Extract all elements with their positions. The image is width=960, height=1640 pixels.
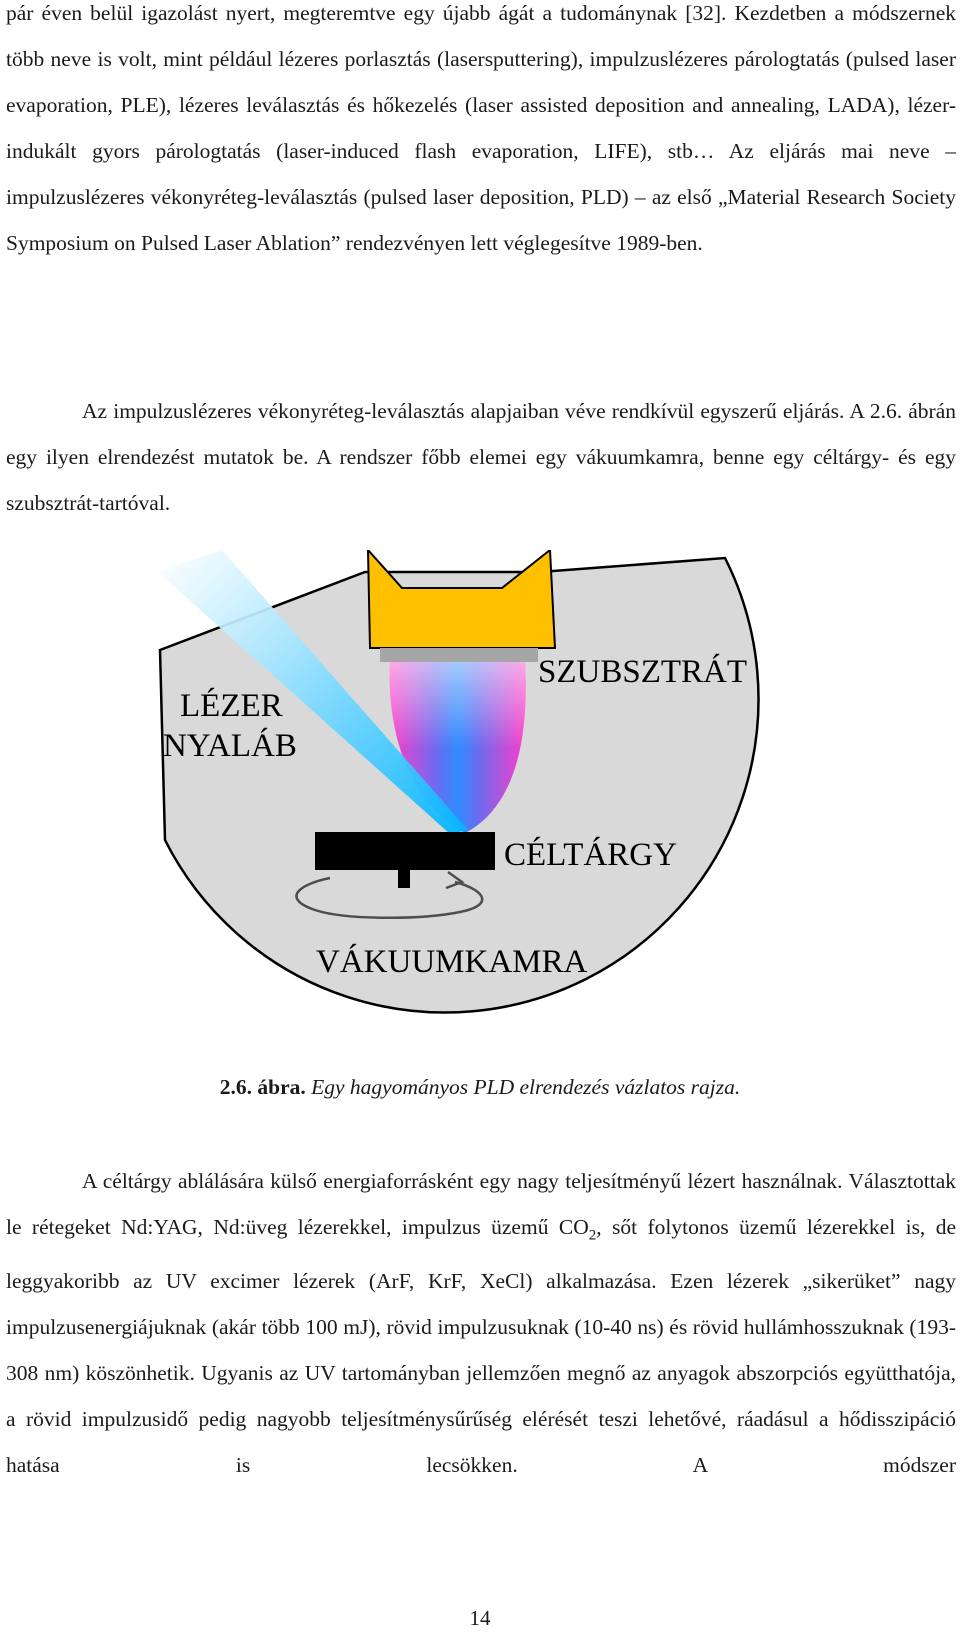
substrate-label: SZUBSZTRÁT bbox=[538, 654, 748, 690]
paragraph-2 bbox=[6, 388, 956, 526]
caption-text: Egy hagyományos PLD elrendezés vázlatos rajza. bbox=[311, 1075, 741, 1099]
page-number: 14 bbox=[469, 1606, 491, 1630]
paragraph-3 bbox=[6, 1158, 956, 1488]
laser-label-line1: LÉZER bbox=[180, 688, 283, 724]
paragraph-3-subscript: 2 bbox=[588, 1227, 597, 1244]
pld-setup-figure bbox=[150, 550, 810, 1080]
target-rod bbox=[398, 870, 410, 888]
chamber-label: VÁKUUMKAMRA bbox=[316, 944, 588, 980]
substrate-shape bbox=[380, 648, 538, 662]
target-label: CÉLTÁRGY bbox=[504, 837, 677, 873]
laser-label-line2: NYALÁB bbox=[163, 728, 297, 764]
paragraph-1 bbox=[6, 0, 956, 266]
target-shape bbox=[315, 832, 495, 870]
paragraph-3-text-a: A céltárgy ablálására külső energiaforrásként egy nagy teljesítményű lézert használnak. Választottak le rétegeket Nd:YAG, Nd:üveg lézerekkel, impulzus üzemű CO bbox=[6, 1169, 956, 1239]
substrate-holder-shape bbox=[368, 550, 555, 648]
caption-number: 2.6. ábra. bbox=[219, 1075, 306, 1099]
paragraph-3-text-b: , sőt folytonos üzemű lézerekkel is, de leggyakoribb az UV excimer lézerek (ArF, KrF, XeCl) alkalmazása. Ezen lézerek „sikerüket” nagy impulzusenergiájuknak (akár több 100 mJ), rövid impulzusuknak (10-40 ns) és rövid hullámhosszuknak (193-308 nm) köszönhetik. Ugyanis az UV tartományban jellemzően megnő az anyagok abszorpciós együtthatója, a rövid impulzusidő pedig nagyobb teljesítménysűrűség elérését teszi lehetővé, ráadásul a hődisszipáció hatása is lecsökken. A módszer bbox=[6, 1215, 957, 1478]
paragraph-1-text: pár éven belül igazolást nyert, megteremtve egy újabb ágát a tudománynak [32]. Kezdetben a módszernek több neve is volt, mint például lézeres porlasztás (lasersputtering), impulzuslézeres párologtatás (pulsed laser evaporation, PLE), lézeres leválasztás és hőkezelés (laser assisted deposition and annealing, LADA), lézer-indukált gyors párologtatás (laser-induced flash evaporation, LIFE), stb… Az eljárás mai neve – impulzuslézeres vékonyréteg-leválasztás (pulsed laser deposition, PLD) – az első „Material Research Society Symposium on Pulsed Laser Ablation” rendezvényen lett véglegesítve 1989-ben. bbox=[6, 1, 956, 255]
figure-caption bbox=[0, 1075, 960, 1100]
paragraph-2-text: Az impulzuslézeres vékonyréteg-leválasztás alapjaiban véve rendkívül egyszerű eljárás. A 2.6. ábrán egy ilyen elrendezést mutatok be. A rendszer főbb elemei egy vákuumkamra, benne egy céltárgy- és egy szubsztrát-tartóval. bbox=[6, 399, 956, 515]
